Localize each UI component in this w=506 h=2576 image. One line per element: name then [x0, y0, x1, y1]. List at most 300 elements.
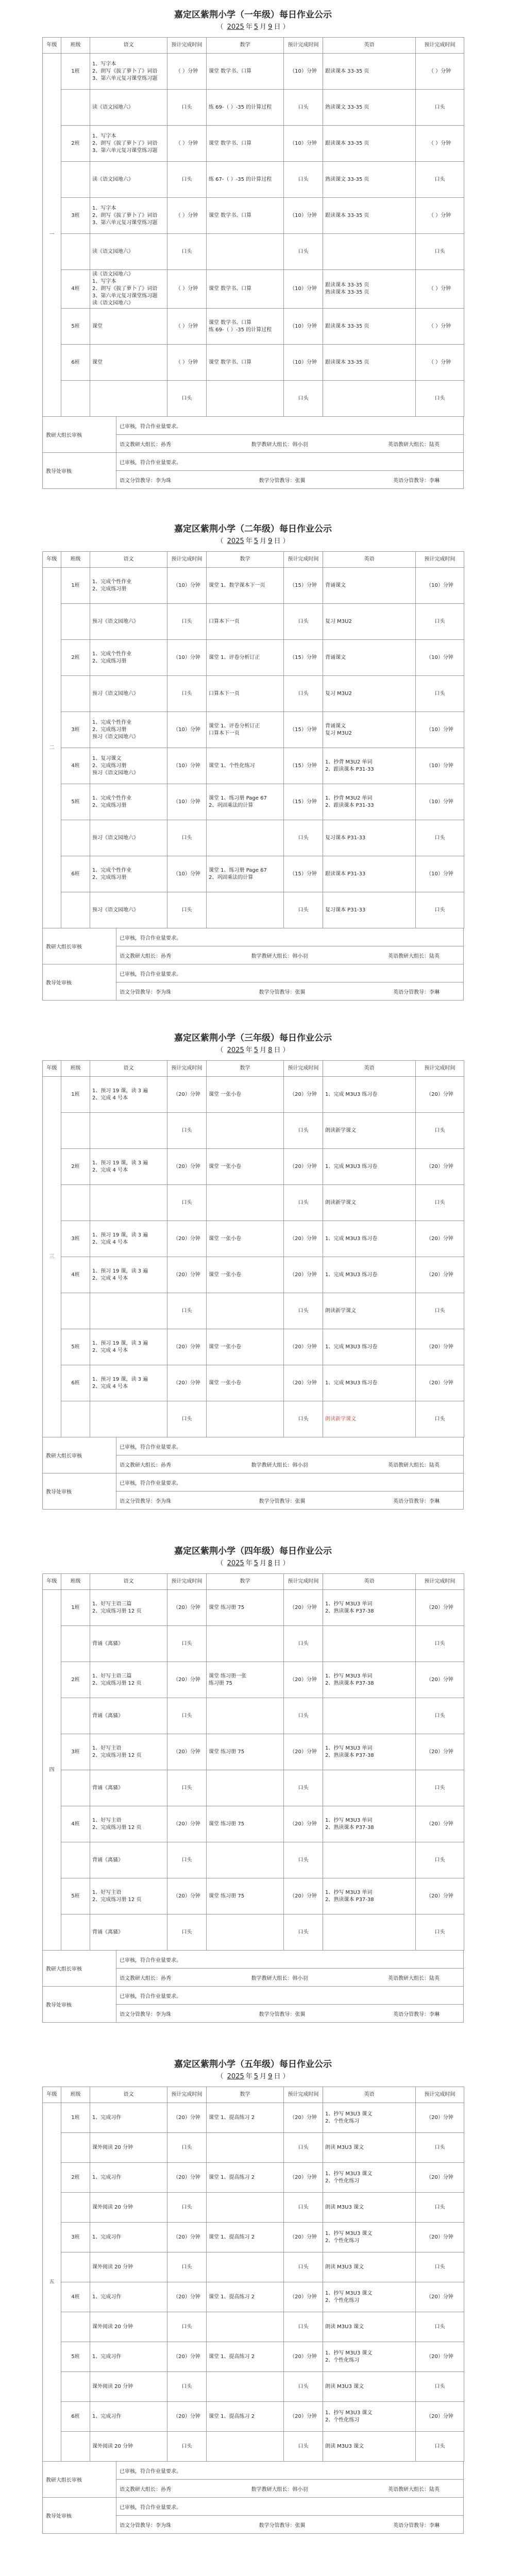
review-text: 已审核，符合作业量要求。	[116, 1951, 464, 1969]
grade-label: 三	[43, 1077, 61, 1437]
table-row	[43, 2223, 464, 2252]
review-text: 已审核，符合作业量要求。	[116, 964, 464, 982]
class-cell: 2班	[61, 1662, 90, 1698]
chinese-homework: 1、好写主语三篇 2、完成练习册 12 页	[90, 1662, 167, 1698]
header-row	[43, 38, 464, 54]
english-homework: 跟读课本 33-35 页	[323, 309, 416, 345]
column-header: 英语	[323, 1574, 416, 1590]
chinese-homework: 课外阅读 20 分钟	[90, 2432, 167, 2462]
table-row	[43, 90, 464, 126]
date-year: 2025	[227, 1046, 244, 1054]
english-homework: 1、完成 M3U3 练习卷	[323, 1221, 416, 1257]
english-time: 口头	[416, 1842, 464, 1878]
leader-signature: 英语教研大组长：陆英	[388, 1462, 440, 1468]
column-header: 数学	[207, 552, 284, 568]
math-homework: 课堂 1、个性化练习	[207, 748, 284, 784]
chinese-time: （10）分钟	[167, 748, 207, 784]
table-row	[43, 748, 464, 784]
english-time: （20）分钟	[416, 2342, 464, 2372]
math-time: （20）分钟	[284, 1365, 323, 1401]
math-time: （15）分钟	[284, 712, 323, 748]
english-homework: 朗读 M3U3 课文	[323, 2312, 416, 2342]
table-row	[43, 2402, 464, 2432]
class-cell: 4班	[61, 270, 90, 309]
english-time: （ ）分钟	[416, 126, 464, 162]
leader-signature: 数学教研大组长：韩小羽	[251, 1462, 308, 1468]
chinese-homework: 读《语文园地六》	[90, 90, 167, 126]
chinese-time: 口头	[167, 1293, 207, 1329]
math-time: （20）分钟	[284, 2342, 323, 2372]
chinese-time: 口头	[167, 381, 207, 417]
english-time: 口头	[416, 2133, 464, 2163]
chinese-time: （ ）分钟	[167, 198, 207, 234]
chinese-time: （ ）分钟	[167, 54, 207, 90]
chinese-time: （ ）分钟	[167, 345, 207, 381]
leader-signature: 英语教研大组长：陆英	[388, 2486, 440, 2493]
chinese-time: 口头	[167, 1113, 207, 1149]
column-header: 预计完成时间	[284, 2087, 323, 2103]
english-time: 口头	[416, 892, 464, 928]
grade-title: 嘉定区紫荆小学（一年级）每日作业公示	[174, 10, 332, 20]
class-cell	[61, 2193, 90, 2223]
math-homework	[207, 2312, 284, 2342]
column-header: 班级	[61, 2087, 90, 2103]
english-homework: 朗读 M3U3 课文	[323, 2252, 416, 2282]
supervisor-signature: 英语分管教导：李琳	[393, 2011, 440, 2018]
column-header: 语文	[90, 1061, 167, 1077]
table-row	[43, 345, 464, 381]
chinese-time: （20）分钟	[167, 2402, 207, 2432]
english-time: 口头	[416, 1401, 464, 1437]
math-time: （10）分钟	[284, 345, 323, 381]
table-row	[43, 1914, 464, 1951]
math-time: 口头	[284, 1770, 323, 1806]
class-cell: 4班	[61, 1806, 90, 1842]
column-header: 预计完成时间	[284, 1574, 323, 1590]
math-time: （20）分钟	[284, 1149, 323, 1185]
english-homework: 朗读新学课文	[323, 1293, 416, 1329]
english-homework: 1、抄写 M3U3 单词 2、熟读课本 P37-38	[323, 1734, 416, 1770]
math-homework: 课堂 一张小卷	[207, 1329, 284, 1365]
math-time: （15）分钟	[284, 640, 323, 676]
english-homework	[323, 234, 416, 270]
english-homework	[323, 1842, 416, 1878]
column-header: 预计完成时间	[416, 38, 464, 54]
english-homework: 朗读新学课文	[323, 1113, 416, 1149]
chinese-time: 口头	[167, 892, 207, 928]
math-time: 口头	[284, 1113, 323, 1149]
supervisor-signature: 数学分管教导：张翼	[259, 2522, 306, 2529]
class-cell: 3班	[61, 2223, 90, 2252]
column-header: 预计完成时间	[167, 552, 207, 568]
english-homework	[323, 1770, 416, 1806]
chinese-time: （10）分钟	[167, 640, 207, 676]
column-header: 预计完成时间	[167, 2087, 207, 2103]
header-row	[43, 552, 464, 568]
table-row	[43, 2163, 464, 2193]
math-time: 口头	[284, 1842, 323, 1878]
english-homework	[323, 1698, 416, 1734]
table-row	[43, 126, 464, 162]
math-homework: 课堂 练习册 75	[207, 1734, 284, 1770]
english-homework: 1、抄写 M3U3 课文 2、个性化练习	[323, 2402, 416, 2432]
chinese-time: 口头	[167, 2133, 207, 2163]
table-row	[43, 676, 464, 712]
english-homework: 1、抄背 M3U2 单词 2、跟读课本 P31-33	[323, 748, 416, 784]
math-time: 口头	[284, 1698, 323, 1734]
supervisors	[116, 982, 464, 1001]
table-row	[43, 2103, 464, 2133]
column-header: 预计完成时间	[416, 1061, 464, 1077]
math-homework: 练 69-（ ）-35 的计算过程	[207, 90, 284, 126]
leader-signature: 语文教研大组长：孙秀	[120, 1462, 171, 1468]
table-row	[43, 198, 464, 234]
review-text: 已审核，符合作业量要求。	[116, 417, 464, 435]
english-time: 口头	[416, 676, 464, 712]
math-time: 口头	[284, 820, 323, 856]
english-homework: 熟读课文 33-35 页	[323, 162, 416, 198]
math-time: （10）分钟	[284, 270, 323, 309]
chinese-time: （20）分钟	[167, 1590, 207, 1626]
review-text: 已审核，符合作业量要求。	[116, 1987, 464, 2005]
chinese-homework: 1、预习 19 课，读 3 遍 2、完成 4 号本	[90, 1077, 167, 1113]
math-time: （20）分钟	[284, 1257, 323, 1293]
class-cell	[61, 162, 90, 198]
grade-label: 四	[43, 1590, 61, 1951]
group-review-label: 教研大组长审核	[43, 417, 116, 453]
table-row	[43, 2312, 464, 2342]
english-time: （20）分钟	[416, 1365, 464, 1401]
english-time: （20）分钟	[416, 1734, 464, 1770]
english-time: （10）分钟	[416, 784, 464, 820]
math-homework: 练 67-（ ）-35 的计算过程	[207, 162, 284, 198]
math-time: 口头	[284, 381, 323, 417]
math-homework	[207, 234, 284, 270]
group-review-label: 教研大组长审核	[43, 2462, 116, 2498]
english-homework: 复习 M3U2	[323, 604, 416, 640]
math-homework	[207, 1698, 284, 1734]
math-time: （15）分钟	[284, 856, 323, 892]
date-year: 2025	[227, 2073, 244, 2080]
chinese-time: 口头	[167, 2193, 207, 2223]
math-time: （10）分钟	[284, 309, 323, 345]
table-row	[43, 1590, 464, 1626]
math-homework: 课堂 1、评卷分析订正	[207, 640, 284, 676]
math-homework: 课堂 一张小卷	[207, 1257, 284, 1293]
math-time: （20）分钟	[284, 2282, 323, 2312]
math-homework	[207, 1842, 284, 1878]
english-time: 口头	[416, 1698, 464, 1734]
chinese-time: （ ）分钟	[167, 309, 207, 345]
group-leaders	[116, 2480, 464, 2498]
grade-title: 嘉定区紫荆小学（五年级）每日作业公示	[174, 2059, 332, 2070]
review-text: 已审核，符合作业量要求。	[116, 453, 464, 471]
supervisor-signature: 英语分管教导：李琳	[393, 2522, 440, 2529]
table-row	[43, 381, 464, 417]
leader-signature: 语文教研大组长：孙秀	[120, 442, 171, 448]
date-line: （ 2025 年 5 月 8 日 ）	[216, 1560, 290, 1567]
chinese-time: 口头	[167, 2372, 207, 2402]
table-row	[43, 1842, 464, 1878]
math-time: 口头	[284, 162, 323, 198]
chinese-homework: 预习《语文园地六》	[90, 604, 167, 640]
column-header: 英语	[323, 552, 416, 568]
english-time: （20）分钟	[416, 2282, 464, 2312]
review-text: 已审核，符合作业量要求。	[116, 2462, 464, 2480]
chinese-homework: 1、复习课文 2、完成练习册 预习《语文园地六》	[90, 748, 167, 784]
chinese-homework: 课外阅读 20 分钟	[90, 2252, 167, 2282]
column-header: 年级	[43, 552, 61, 568]
english-time: （20）分钟	[416, 1878, 464, 1914]
english-homework: 1、完成 M3U3 练习卷	[323, 1329, 416, 1365]
math-time: 口头	[284, 2193, 323, 2223]
english-time: （10）分钟	[416, 640, 464, 676]
date-line: （ 2025 年 5 月 8 日 ）	[216, 1046, 290, 1054]
math-homework: 课堂 数学书、口算	[207, 345, 284, 381]
office-review-label: 教导处审核	[43, 2498, 116, 2534]
grade-section-1	[42, 9, 464, 489]
review-text: 已审核，符合作业量要求。	[116, 1473, 464, 1492]
chinese-homework: 1、完成习作	[90, 2103, 167, 2133]
table-row	[43, 54, 464, 90]
math-time: （20）分钟	[284, 1329, 323, 1365]
chinese-time: 口头	[167, 234, 207, 270]
table-row	[43, 1329, 464, 1365]
table-row	[43, 892, 464, 928]
table-row	[43, 712, 464, 748]
english-time: （10）分钟	[416, 568, 464, 604]
grade-section-3	[42, 1032, 464, 1510]
math-time: 口头	[284, 1185, 323, 1221]
column-header: 预计完成时间	[416, 2087, 464, 2103]
chinese-homework: 1、完成个性作业 2、完成练习册	[90, 856, 167, 892]
math-time: （20）分钟	[284, 1734, 323, 1770]
office-review-label: 教导处审核	[43, 1987, 116, 2023]
chinese-homework: 1、完成个性作业 2、完成练习册	[90, 640, 167, 676]
column-header: 预计完成时间	[167, 1061, 207, 1077]
review-text: 已审核，符合作业量要求。	[116, 2498, 464, 2516]
chinese-homework: 预习《语文园地六》	[90, 820, 167, 856]
chinese-homework: 预习《语文园地六》	[90, 676, 167, 712]
date-line: （ 2025 年 5 月 9 日 ）	[216, 23, 290, 31]
english-homework: 跟读课本 P31-33	[323, 856, 416, 892]
table-row	[43, 1365, 464, 1401]
class-cell: 1班	[61, 2103, 90, 2133]
math-time: 口头	[284, 234, 323, 270]
date-day: 9	[268, 537, 273, 545]
class-cell: 2班	[61, 1149, 90, 1185]
table-row	[43, 1806, 464, 1842]
column-header: 预计完成时间	[284, 38, 323, 54]
math-homework: 课堂 练习册一张 练习册 75	[207, 1662, 284, 1698]
english-time: （20）分钟	[416, 2103, 464, 2133]
supervisor-signature: 数学分管教导：张翼	[259, 989, 306, 995]
math-homework: 课堂 一张小卷	[207, 1077, 284, 1113]
math-time: （20）分钟	[284, 1077, 323, 1113]
chinese-homework: 1、预习 19 课，读 3 遍 2、完成 4 号本	[90, 1365, 167, 1401]
math-time: 口头	[284, 2252, 323, 2282]
homework-table	[42, 2087, 464, 2462]
english-time: 口头	[416, 2193, 464, 2223]
chinese-time: （20）分钟	[167, 1077, 207, 1113]
english-time: （ ）分钟	[416, 54, 464, 90]
column-header: 语文	[90, 552, 167, 568]
chinese-time: （10）分钟	[167, 856, 207, 892]
group-leaders	[116, 946, 464, 964]
chinese-homework: 1、预习 19 课，读 3 遍 2、完成 4 号本	[90, 1329, 167, 1365]
english-homework: 1、完成 M3U3 练习卷	[323, 1365, 416, 1401]
chinese-homework: 1、预习 19 课，读 3 遍 2、完成 4 号本	[90, 1221, 167, 1257]
class-cell	[61, 1914, 90, 1951]
leader-signature: 语文教研大组长：孙秀	[120, 1975, 171, 1981]
class-cell: 5班	[61, 1329, 90, 1365]
leader-signature: 英语教研大组长：陆英	[388, 953, 440, 959]
column-header: 预计完成时间	[416, 1574, 464, 1590]
chinese-time: 口头	[167, 1698, 207, 1734]
chinese-time: （20）分钟	[167, 1257, 207, 1293]
grade-title: 嘉定区紫荆小学（四年级）每日作业公示	[174, 1546, 332, 1556]
table-row	[43, 640, 464, 676]
english-homework: 1、抄写 M3U3 课文 2、个性化练习	[323, 2163, 416, 2193]
supervisor-signature: 语文分管教导：李为珠	[120, 478, 171, 484]
chinese-time: 口头	[167, 1842, 207, 1878]
table-row	[43, 2282, 464, 2312]
chinese-homework: 读《语文园地六》 1、写字本 2、朗写《拔了萝卜了》词语 3、第六单元复习课堂练习题 读《语文园地六》	[90, 270, 167, 309]
class-cell: 1班	[61, 54, 90, 90]
class-cell: 3班	[61, 1221, 90, 1257]
class-cell: 2班	[61, 2163, 90, 2193]
table-row	[43, 2372, 464, 2402]
group-review-label: 教研大组长审核	[43, 1437, 116, 1473]
supervisor-signature: 语文分管教导：李为珠	[120, 2522, 171, 2529]
supervisor-signature: 英语分管教导：李琳	[393, 478, 440, 484]
chinese-homework: 课外阅读 20 分钟	[90, 2133, 167, 2163]
english-homework: 跟读课本 33-35 页	[323, 198, 416, 234]
table-row	[43, 1626, 464, 1662]
english-time: 口头	[416, 90, 464, 126]
math-homework: 课堂 练习册 75	[207, 1806, 284, 1842]
math-homework: 课堂 1、提高练习 2	[207, 2342, 284, 2372]
math-homework: 课堂 一张小卷	[207, 1221, 284, 1257]
date-month: 5	[254, 1046, 259, 1054]
class-cell	[61, 1842, 90, 1878]
math-time: 口头	[284, 1914, 323, 1951]
supervisors	[116, 1492, 464, 1510]
class-cell: 1班	[61, 1077, 90, 1113]
english-time: 口头	[416, 1293, 464, 1329]
table-row	[43, 1113, 464, 1149]
math-homework: 课堂 数学书、口算	[207, 54, 284, 90]
class-cell	[61, 2312, 90, 2342]
table-row	[43, 1221, 464, 1257]
english-time: 口头	[416, 1626, 464, 1662]
chinese-homework: 背诵《离骚》	[90, 1914, 167, 1951]
column-header: 预计完成时间	[167, 1574, 207, 1590]
column-header: 预计完成时间	[416, 552, 464, 568]
chinese-time: （20）分钟	[167, 1365, 207, 1401]
math-time: （10）分钟	[284, 198, 323, 234]
chinese-homework: 1、完成个性作业 2、完成练习册 预习《语文园地六》	[90, 712, 167, 748]
class-cell	[61, 1626, 90, 1662]
math-homework	[207, 1185, 284, 1221]
class-cell	[61, 1113, 90, 1149]
supervisors	[116, 2005, 464, 2023]
math-homework: 课堂 1、练习册 Page 67 2、巩固乘法的计算	[207, 856, 284, 892]
chinese-time: （10）分钟	[167, 568, 207, 604]
column-header: 数学	[207, 2087, 284, 2103]
english-time: （20）分钟	[416, 2163, 464, 2193]
chinese-time: 口头	[167, 820, 207, 856]
class-cell	[61, 1770, 90, 1806]
chinese-time: 口头	[167, 1185, 207, 1221]
office-review-label: 教导处审核	[43, 453, 116, 489]
class-cell: 2班	[61, 126, 90, 162]
chinese-time: （20）分钟	[167, 1149, 207, 1185]
chinese-time: 口头	[167, 2252, 207, 2282]
date-line: （ 2025 年 5 月 9 日 ）	[216, 537, 290, 545]
table-row	[43, 2133, 464, 2163]
grade-label: 五	[43, 2103, 61, 2462]
english-time: 口头	[416, 1914, 464, 1951]
leader-signature: 数学教研大组长：韩小羽	[251, 1975, 308, 1981]
supervisor-signature: 英语分管教导：李琳	[393, 989, 440, 995]
chinese-homework: 课堂	[90, 309, 167, 345]
table-row	[43, 2252, 464, 2282]
math-homework	[207, 1626, 284, 1662]
review-text: 已审核，符合作业量要求。	[116, 928, 464, 946]
math-time: （15）分钟	[284, 784, 323, 820]
header-row	[43, 1574, 464, 1590]
class-cell	[61, 381, 90, 417]
office-review-label: 教导处审核	[43, 1473, 116, 1510]
chinese-time: 口头	[167, 2312, 207, 2342]
math-homework: 课堂 一张小卷	[207, 1365, 284, 1401]
english-time: 口头	[416, 162, 464, 198]
class-cell: 1班	[61, 568, 90, 604]
english-time: （10）分钟	[416, 712, 464, 748]
class-cell	[61, 1698, 90, 1734]
english-time: 口头	[416, 2312, 464, 2342]
english-homework: 背诵课文	[323, 568, 416, 604]
chinese-time: （20）分钟	[167, 2163, 207, 2193]
column-header: 班级	[61, 1061, 90, 1077]
chinese-time: （20）分钟	[167, 2103, 207, 2133]
math-time: 口头	[284, 1401, 323, 1437]
column-header: 班级	[61, 552, 90, 568]
english-time: （20）分钟	[416, 1149, 464, 1185]
class-cell: 6班	[61, 856, 90, 892]
chinese-homework: 1、完成个性作业 2、完成练习册	[90, 568, 167, 604]
english-time: （20）分钟	[416, 1221, 464, 1257]
table-row	[43, 784, 464, 820]
chinese-time: （20）分钟	[167, 1329, 207, 1365]
homework-table	[42, 1573, 464, 1951]
math-time: 口头	[284, 2133, 323, 2163]
english-time: （20）分钟	[416, 1257, 464, 1293]
math-time: 口头	[284, 892, 323, 928]
leader-signature: 语文教研大组长：孙秀	[120, 2486, 171, 2493]
math-time: 口头	[284, 1626, 323, 1662]
english-homework: 1、抄写 M3U3 单词 2、熟读课本 P37-38	[323, 1662, 416, 1698]
math-time: （10）分钟	[284, 126, 323, 162]
chinese-homework: 课外阅读 20 分钟	[90, 2372, 167, 2402]
column-header: 年级	[43, 1574, 61, 1590]
chinese-homework: 背诵《离骚》	[90, 1842, 167, 1878]
class-cell: 3班	[61, 198, 90, 234]
english-homework: 跟读课本 33-35 页	[323, 345, 416, 381]
english-homework: 1、完成 M3U3 练习卷	[323, 1257, 416, 1293]
english-homework: 1、抄写 M3U3 单词 2、熟读课本 P37-38	[323, 1806, 416, 1842]
